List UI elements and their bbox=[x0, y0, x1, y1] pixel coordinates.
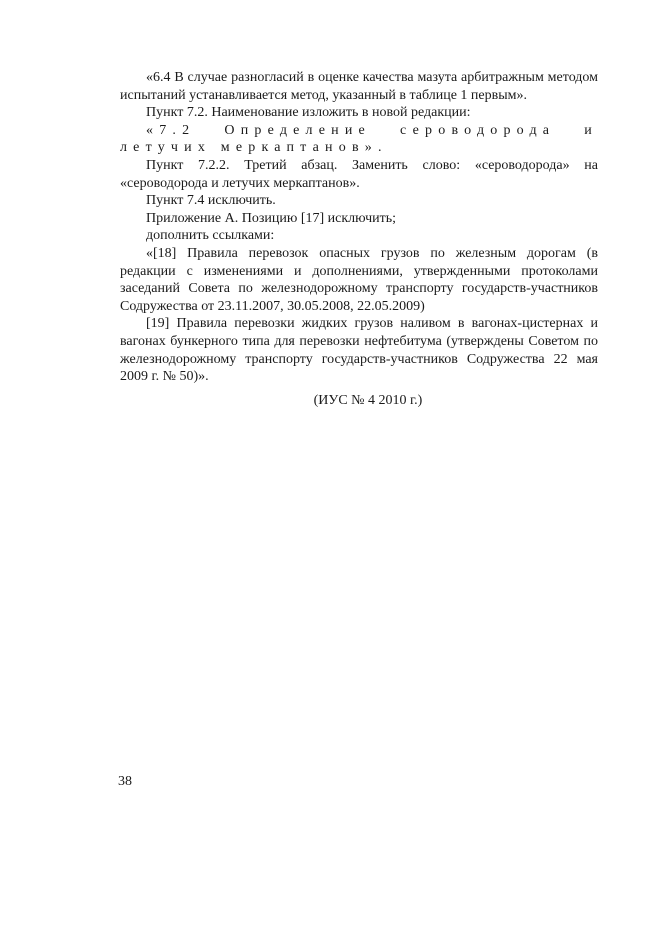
paragraph-appendix-a: Приложение А. Позицию [17] исключить; bbox=[146, 210, 396, 226]
paragraph-7-2-new-title: «7.2 Определение сероводорода и летучих меркаптанов». bbox=[120, 122, 598, 156]
paragraph-7-4: Пункт 7.4 исключить. bbox=[146, 193, 276, 209]
reference-19: [19] Правила перевозки жидких грузов наливом в вагонах-цистернах и вагонах бункерного типа для перевозки нефтебитума (утверждены Советом по железнодорожному транспорту государств-участников Содружества 22 мая 2009 г. № 50)». bbox=[120, 316, 598, 385]
paragraph-add-references: дополнить ссылками: bbox=[146, 228, 275, 244]
paragraph-7-2-2: Пункт 7.2.2. Третий абзац. Заменить слово: «сероводорода» на «сероводорода и летучих меркаптанов». bbox=[120, 157, 598, 191]
reference-18: «[18] Правила перевозок опасных грузов по железным дорогам (в редакции с изменениями и дополнениями, утвержденными протоколами заседаний Совета по железнодорожному транспорту государств-участников Содружества от 23.11.2007, 30.05.2008, 22.05.2009) bbox=[120, 245, 598, 314]
amendment-text bbox=[120, 69, 598, 386]
paragraph-7-2-heading: Пункт 7.2. Наименование изложить в новой редакции: bbox=[146, 105, 471, 121]
page-number: 38 bbox=[118, 774, 132, 789]
source-note: (ИУС № 4 2010 г.) bbox=[313, 393, 423, 408]
paragraph-6-4: «6.4 В случае разногласий в оценке качества мазута арбитражным методом испытаний устанавливается метод, указанный в таблице 1 первым». bbox=[120, 70, 598, 103]
